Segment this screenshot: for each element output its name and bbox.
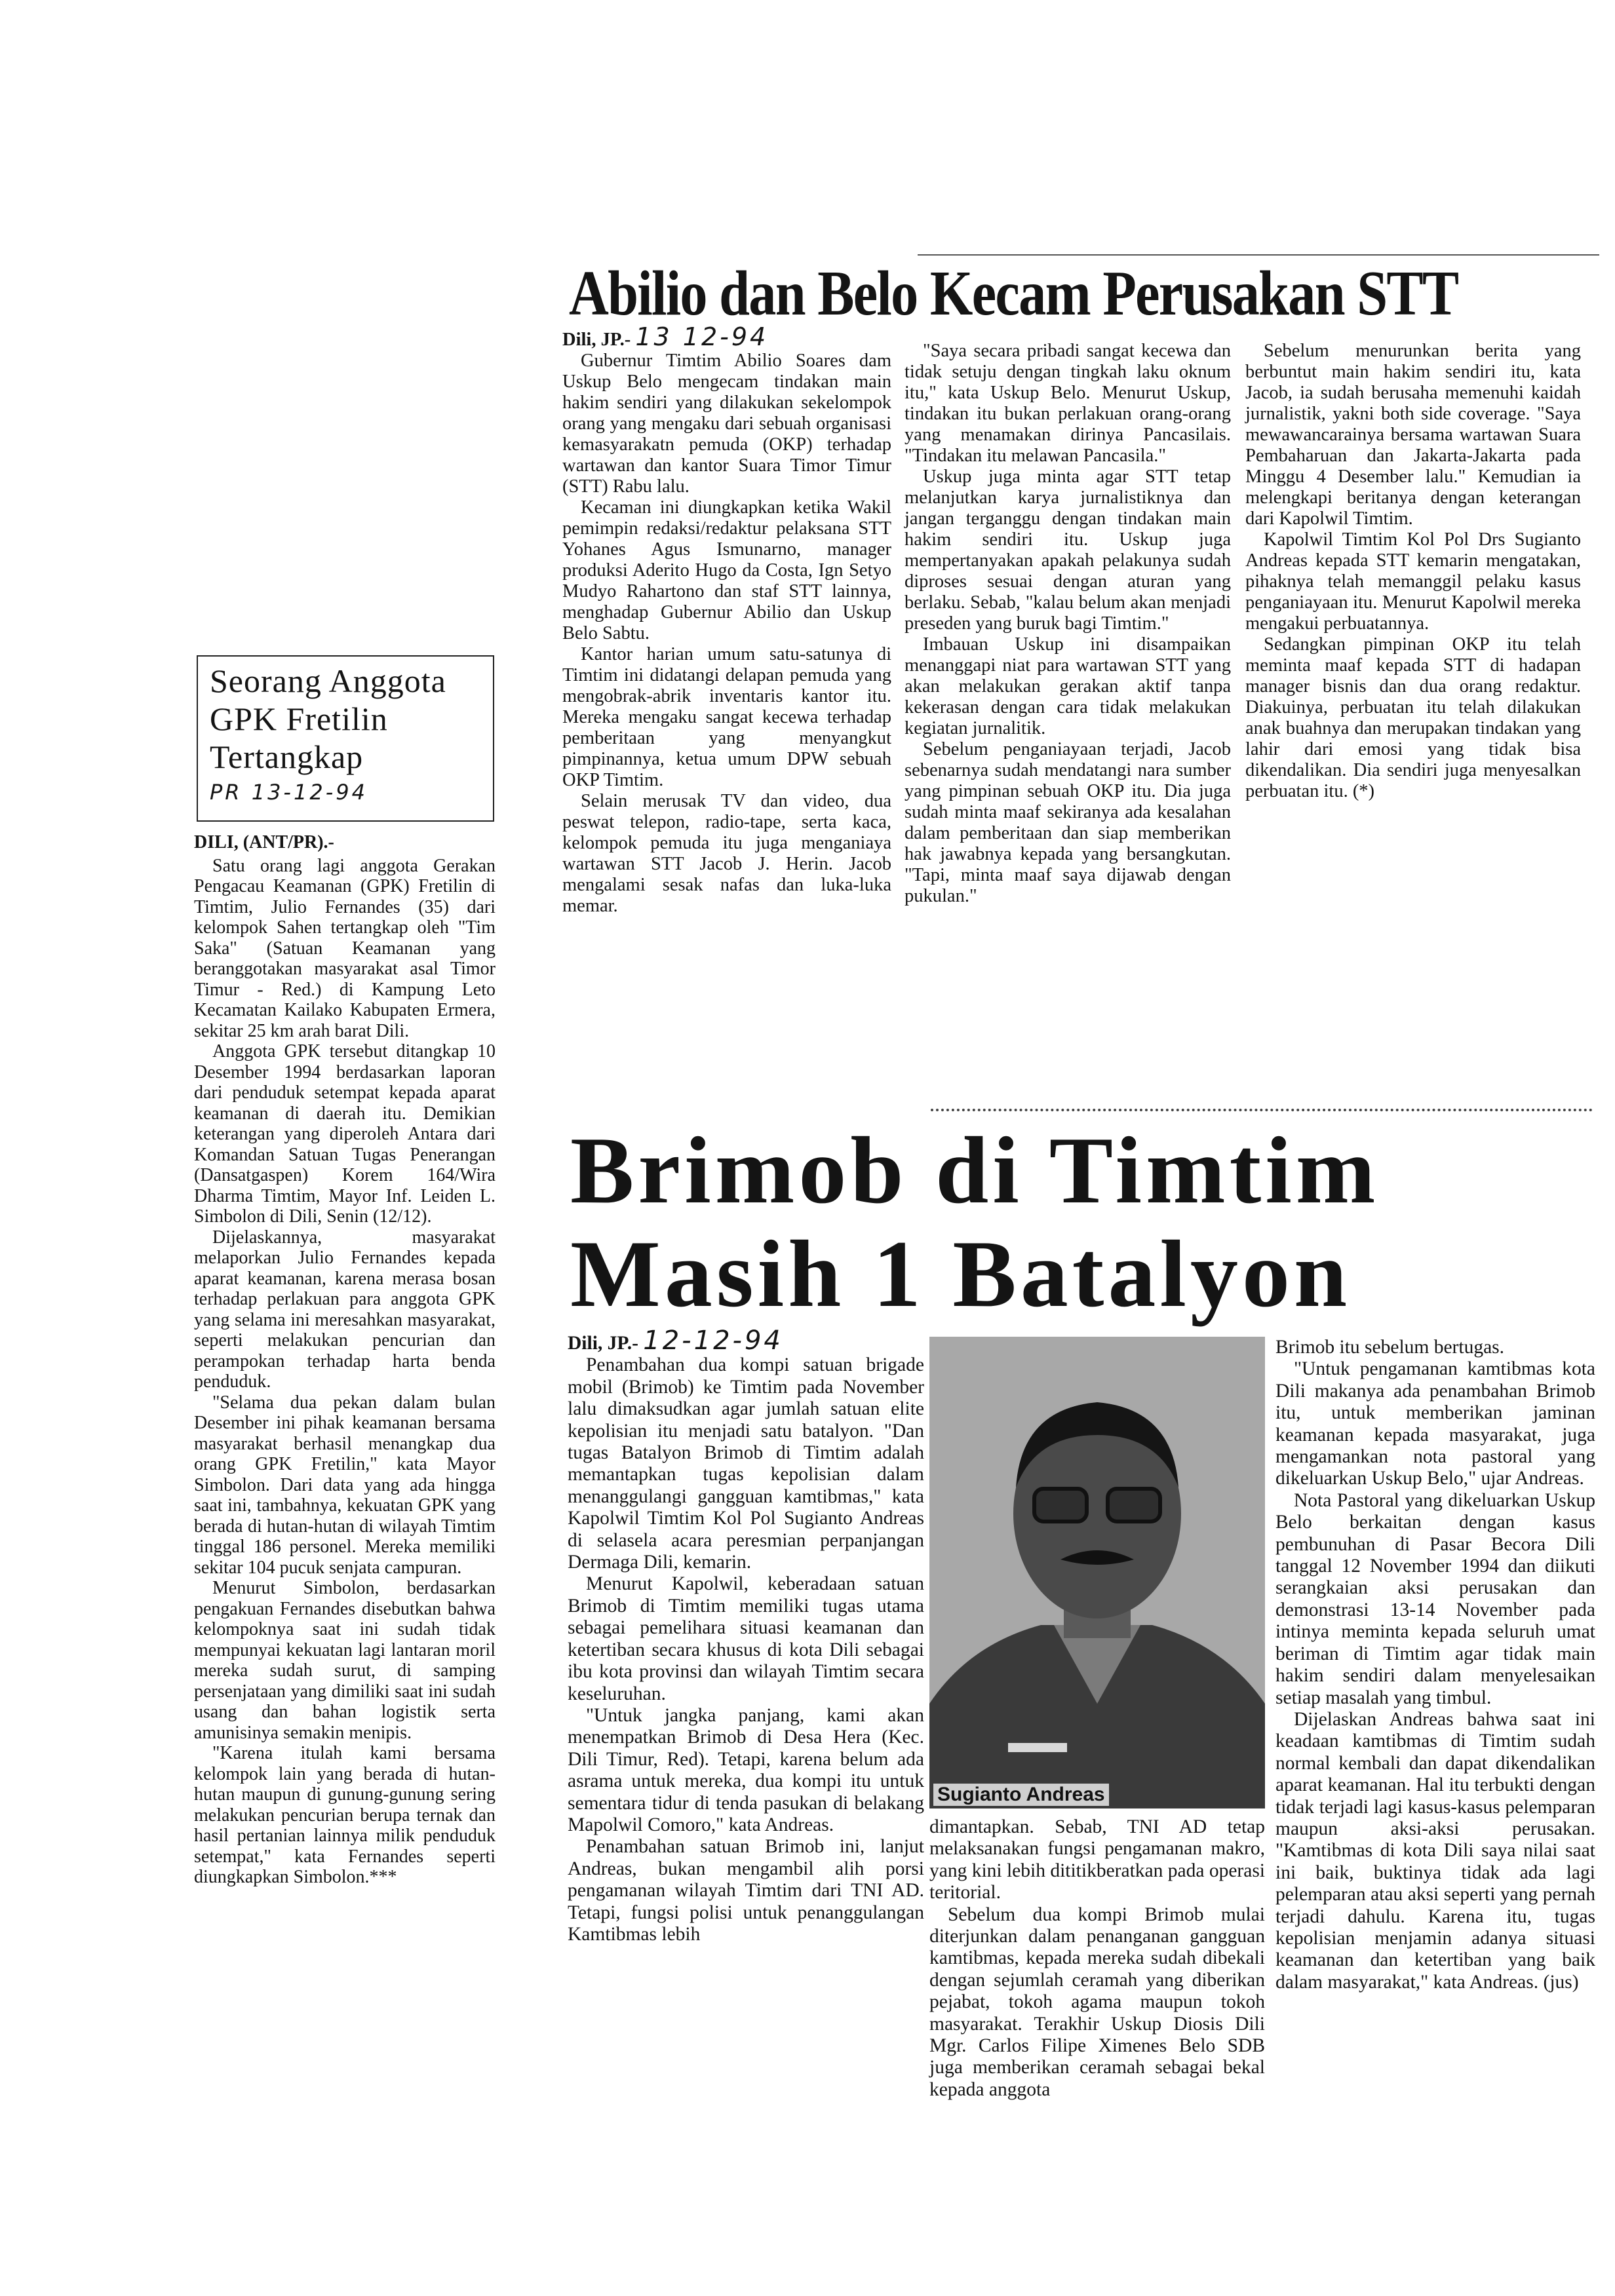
brimob-col3 bbox=[1275, 1337, 1595, 1993]
stt-paragraph: Kantor harian umum satu-satunya di Timtim ini didatangi delapan pemuda yang mengobrak-abrik inventaris kantor itu. Mereka mengaku sangat kecewa terhadap pemberitaan yang menyangkut pimpinannya, ketua umum DPW sebuah OKP Timtim. bbox=[562, 644, 891, 790]
left-paragraph: "Selama dua pekan dalam bulan Desember ini pihak keamanan bersama masyarakat berhasil menangkap dua orang GPK Fretilin," kata Mayor Simbolon. Dari data yang ada hingga saat ini, tambahnya, kekuatan GPK yang berada di hutan-hutan di wilayah Timtim tinggal 186 personel. Mereka memiliki sekitar 104 pucuk senjata campuran. bbox=[194, 1392, 496, 1578]
stt-col3 bbox=[1245, 341, 1581, 802]
stt-paragraph: Imbauan Uskup ini disampaikan menanggapi niat para wartawan STT yang akan melakukan gerakan aktif tanpa kekerasan dengan cara tidak melakukan kegiatan jurnalitik. bbox=[905, 634, 1231, 738]
left-paragraph: Satu orang lagi anggota Gerakan Pengacau Keamanan (GPK) Fretilin di Timtim, Julio Fernandes (35) dari kelompok Sahen tertangkap oleh "Tim Saka" (Satuan Keamanan yang beranggotakan masyarakat asal Timor Timur - Red.) di Kampung Leto Kecamatan Kailako Kabupaten Ermera, sekitar 25 km arah barat Dili. bbox=[194, 855, 496, 1041]
left-headline-line1: Seorang Anggota bbox=[210, 662, 446, 699]
stt-col1 bbox=[562, 322, 891, 917]
stt-paragraph: Sebelum penganiayaan terjadi, Jacob sebenarnya sudah mendatangi nara sumber yang pimpinan sebuah OKP itu. Dia juga sudah minta maaf sekiranya ada kesalahan dalam pemberitaan dan siap memberikan hak jawabnya kepada yang bersangkutan. "Tapi, minta maaf saya dijawab dengan pukulan." bbox=[905, 739, 1231, 906]
brimob-dateline: Dili, JP.- bbox=[568, 1333, 638, 1354]
brimob-col2 bbox=[929, 1816, 1265, 2101]
left-article-body bbox=[194, 832, 496, 1888]
brimob-headline-line2: Masih 1 Batalyon bbox=[570, 1221, 1352, 1327]
stt-paragraph: "Saya secara pribadi sangat kecewa dan tidak setuju dengan tingkah laku oknum itu," kata Uskup Belo. Menurut Uskup, tindakan itu bukan perlakuan orang-orang yang menamakan dirinya Pancasilais. "Tindakan itu melawan Pancasila." bbox=[905, 341, 1231, 466]
stt-handwritten-date: 13 12-94 bbox=[635, 322, 769, 351]
stt-headline: Abilio dan Belo Kecam Perusakan STT bbox=[569, 258, 1458, 329]
stt-dateline-row bbox=[562, 322, 891, 351]
brimob-dateline-row bbox=[568, 1326, 924, 1356]
photo-frame bbox=[929, 1337, 1265, 1808]
brimob-paragraph: Penambahan satuan Brimob ini, lanjut Andreas, bukan mengambil alih porsi pengamanan wilayah Timtim dari TNI AD. Tetapi, fungsi polisi untuk penanggulangan Kamtibmas lebih bbox=[568, 1836, 924, 1945]
top-rule bbox=[918, 254, 1599, 256]
brimob-paragraph: Brimob itu sebelum bertugas. bbox=[1275, 1337, 1505, 1358]
left-paragraph: Anggota GPK tersebut ditangkap 10 Desember 1994 berdasarkan laporan dari penduduk setempat kepada aparat keamanan di daerah itu. Demikian keterangan yang diperoleh Antara dari Komandan Satuan Tugas Penerangan (Dansatgaspen) Korem 164/Wira Dharma Timtim, Mayor Inf. Leiden L. Simbolon di Dili, Senin (12/12). bbox=[194, 1041, 496, 1227]
left-paragraph: "Karena itulah kami bersama kelompok lain yang berada di hutan-hutan maupun di gunung-gunung sering melakukan pencurian berupa ternak dan hasil pertanian lainnya milik penduduk setempat," kata Fernandes seperti diungkapkan Simbolon.*** bbox=[194, 1743, 496, 1887]
left-paragraph: Menurut Simbolon, berdasarkan pengakuan Fernandes disebutkan bahwa kelompoknya saat ini sudah tidak mempunyai kekuatan lagi lantaran moril mereka sudah surut, di samping persenjataan yang dimiliki saat ini sudah usang dan bahan logistik serta amunisinya semakin menipis. bbox=[194, 1578, 496, 1743]
brimob-paragraph: Menurut Kapolwil, keberadaan satuan Brimob di Timtim memiliki tugas utama sebagai pemelihara situasi keamanan dan ketertiban secara khusus di kota Dili sebagai ibu kota provinsi dan wilayah Timtim secara keseluruhan. bbox=[568, 1573, 924, 1704]
stt-paragraph: Gubernur Timtim Abilio Soares dam Uskup Belo mengecam tindakan main hakim sendiri yang dilakukan sekelompok orang yang mengaku dari sebuah organisasi kemasyarakatn pemuda (OKP) terhadap wartawan dan kantor Suara Timor Timur (STT) Rabu lalu. bbox=[562, 351, 891, 497]
brimob-paragraph: dimantapkan. Sebab, TNI AD tetap melaksanakan fungsi pengamanan makro, yang kini lebih dititikberatkan pada operasi teritorial. bbox=[929, 1816, 1266, 1904]
brimob-headline-line1: Brimob di Timtim bbox=[570, 1117, 1380, 1223]
brimob-handwritten-date: 12-12-94 bbox=[643, 1326, 783, 1356]
stt-paragraph: Kapolwil Timtim Kol Pol Drs Sugianto Andreas kepada STT kemarin mengatakan, pihaknya telah memanggil pelaku kasus penganiayaan itu. Menurut Kapolwil mereka mengakui perbuatannya. bbox=[1245, 529, 1581, 634]
left-headline-box bbox=[197, 655, 494, 822]
left-dateline: DILI, (ANT/PR).- bbox=[194, 832, 334, 852]
stt-paragraph: Kecaman ini diungkapkan ketika Wakil pemimpin redaksi/redaktur pelaksana STT Yohanes Agus Ismunarno, manager produksi Aderito Hugo da Costa, Ign Setyo Mudyo Rahartono dan staf STT lainnya, menghadap Gubernur Abilio dan Uskup Belo Sabtu. bbox=[562, 497, 891, 643]
glasses-right bbox=[1108, 1489, 1160, 1521]
stt-dateline: Dili, JP.- bbox=[562, 330, 631, 350]
stt-paragraph: Sebelum menurunkan berita yang berbuntut main hakim sendiri itu, kata Jacob, ia sudah berusaha memenuhi kaidah jurnalistik, yakni both side coverage. "Saya mewawancarainya bersama wartawan Suara Pembaharuan dan Jakarta-Jakarta pada Minggu 4 Desember lalu." Kemudian ia melengkapi beritanya dengan keterangan dari Kapolwil Timtim. bbox=[1245, 341, 1581, 529]
left-headline-line2: GPK Fretilin bbox=[210, 700, 388, 737]
brimob-paragraph: Penambahan dua kompi satuan brigade mobil (Brimob) ke Timtim pada November lalu dimaksudkan agar jumlah satuan elite kepolisian itu menjadi satu batalyon. "Dan tugas Batalyon Brimob di Timtim adalah memantapkan tugas kepolisian dalam menanggulangi gangguan kamtibmas," kata Kapolwil Timtim Kol Pol Sugianto Andreas di selasela acara peresmian perpanjangan Dermaga Dili, kemarin. bbox=[568, 1354, 924, 1573]
brimob-paragraph: Sebelum dua kompi Brimob mulai diterjunkan dalam penanganan gangguan kamtibmas, kepada mereka sudah dibekali dengan sejumlah ceramah yang diberikan pejabat, tokoh agama maupun tokoh masyarakat. Terakhir Uskup Diosis Dili Mgr. Carlos Filipe Ximenes Belo SDB juga memberikan ceramah sebagai bekal kepada anggota bbox=[929, 1904, 1265, 2100]
stt-paragraph: Uskup juga minta agar STT tetap melanjutkan karya jurnalistiknya dan jangan terganggu dengan tindakan main hakim sendiri itu. Uskup juga mempertanyakan apakah pelakunya sudah diproses sesuai dengan aturan yang berlaku. Sebab, "kalau belum akan menjadi preseden yang buruk bagi Timtim." bbox=[905, 467, 1231, 634]
glasses-left bbox=[1034, 1489, 1087, 1521]
brimob-paragraph: "Untuk jangka panjang, kami akan menempatkan Brimob di Desa Hera (Kec. Dili Timur, Red). Tetapi, karena belum ada asrama untuk mereka, dua kompi itu untuk sementara tidur di tenda pasukan di belakang Mapolwil Comoro," kata Andreas. bbox=[568, 1704, 924, 1835]
portrait-photo bbox=[929, 1337, 1265, 1808]
brimob-col1 bbox=[568, 1326, 924, 1945]
brimob-paragraph: Nota Pastoral yang dikeluarkan Uskup Belo berkaitan dengan kasus pembunuhan di Pasar Becora Dili tanggal 12 November 1994 dan diikuti serangkaian aksi perusakan dan demonstrasi 13-14 November pada intinya meminta kepada seluruh umat beriman di Timtim agar tidak main hakim sendiri dalam menyelesaikan setiap masalah yang timbul. bbox=[1275, 1489, 1595, 1708]
badge bbox=[1008, 1743, 1067, 1752]
left-headline-line3: Tertangkap bbox=[210, 738, 364, 775]
stt-paragraph: Selain merusak TV dan video, dua peswat telepon, radio-tape, serta kaca, kelompok pemuda itu juga menganiaya wartawan STT Jacob J. Herin. Jacob mengalami sesak nafas dan luka-luka memar. bbox=[562, 791, 891, 916]
brimob-paragraph: "Untuk pengamanan kamtibmas kota Dili makanya ada penambahan Brimob itu, untuk memberikan jaminan keamanan kepada masyarakat, juga mengamankan nota pastoral yang dikeluarkan Uskup Belo," ujar Andreas. bbox=[1275, 1358, 1595, 1489]
left-clip-date: PR 13-12-94 bbox=[210, 780, 368, 805]
stt-paragraph: Sedangkan pimpinan OKP itu telah meminta maaf kepada STT di hadapan manager bisnis dan dua orang redaktur. Diakuinya, perbuatan itu telah dilakukan anak buahnya dan merupakan tindakan yang lahir dari emosi yang tidak bisa dikendalikan. Dia sendiri juga menyesalkan perbuatan itu. (*) bbox=[1245, 634, 1581, 801]
stt-col2 bbox=[905, 341, 1231, 907]
section-divider bbox=[931, 1109, 1593, 1111]
brimob-paragraph: Dijelaskan Andreas bahwa saat ini keadaan kamtibmas di Timtim sudah normal kembali dan dapat dikendalikan aparat keamanan. Hal itu terbukti dengan tidak terjadi lagi kasus-kasus pelemparan maupun aksi-aksi perusakan. "Kamtibmas di kota Dili saya nilai saat ini baik, buktinya tidak ada lagi pelemparan atau aksi seperti yang pernah terjadi dahulu. Karena itu, tugas kepolisian menjamin adanya situasi keamanan dan ketertiban yang baik dalam masyarakat," kata Andreas. (jus) bbox=[1275, 1708, 1595, 1993]
left-paragraph: Dijelaskannya, masyarakat melaporkan Julio Fernandes kepada aparat keamanan, karena merasa bosan terhadap perlakuan para anggota GPK yang selama ini meresahkan masyarakat, seperti melakukan pencurian dan perampokan terhadap harta benda penduduk. bbox=[194, 1227, 496, 1392]
photo-caption: Sugianto Andreas bbox=[933, 1784, 1109, 1806]
